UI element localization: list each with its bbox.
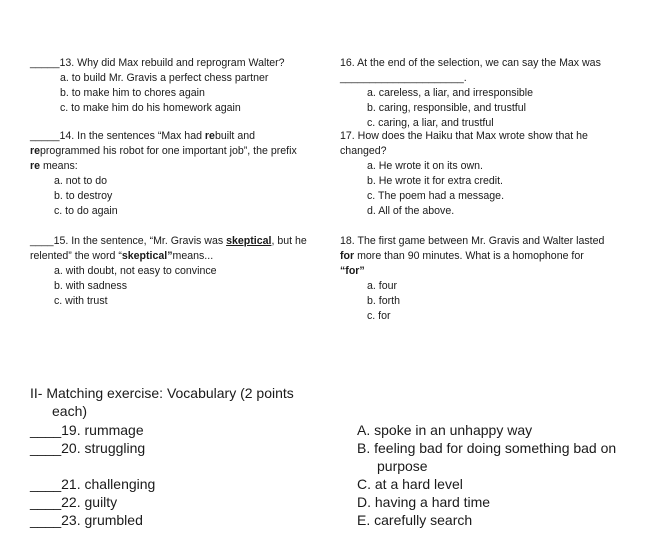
question-18-line-1: 18. The first game between Mr. Gravis and Walter lasted <box>340 235 605 247</box>
question-16-blank: _____________________. <box>340 72 467 84</box>
question-15-line-2 <box>30 249 307 264</box>
question-15-text-end: , but he <box>271 235 307 247</box>
question-14-text-end: built and <box>214 130 255 142</box>
question-15-option-b: b. with sadness <box>54 280 128 292</box>
question-16-option-b: b. caring, responsible, and trustful <box>367 102 526 114</box>
prefix-re: re <box>204 130 215 142</box>
question-15-option-c: c. with trust <box>54 295 108 307</box>
question-14-line-3 <box>30 159 297 174</box>
question-17-line-1: 17. How does the Haiku that Max wrote show that he <box>340 130 588 142</box>
spacer <box>30 457 155 475</box>
question-16 <box>340 56 601 131</box>
word-20: ____20. struggling <box>30 440 146 456</box>
prefix-re: re <box>30 160 41 172</box>
question-14-line-1 <box>30 129 297 144</box>
question-13-option-c: c. to make him do his homework again <box>60 102 241 114</box>
definition-a: A. spoke in an unhappy way <box>357 422 533 438</box>
question-14-option-c: c. to do again <box>54 205 118 217</box>
question-17-option-a: a. He wrote it on its own. <box>367 160 483 172</box>
keyword-for: for <box>340 250 355 262</box>
definition-e: E. carefully search <box>357 512 473 528</box>
word-21: ____21. challenging <box>30 476 156 492</box>
question-14-option-b: b. to destroy <box>54 190 113 202</box>
prefix-re: re <box>30 145 41 157</box>
question-17-option-c: c. The poem had a message. <box>367 190 505 202</box>
question-18-option-b: b. forth <box>367 295 400 307</box>
matching-words <box>30 421 155 529</box>
question-18-text: more than 90 minutes. What is a homophone for <box>354 250 584 262</box>
question-13-option-b: b. to make him to chores again <box>60 87 205 99</box>
question-15-text-end: means... <box>172 250 214 262</box>
matching-definitions <box>357 421 616 529</box>
question-17-option-d: d. All of the above. <box>367 205 455 217</box>
question-18 <box>340 234 604 324</box>
question-14-text: means: <box>40 160 78 172</box>
matching-heading-line-1: II- Matching exercise: Vocabulary (2 points <box>30 385 294 401</box>
definition-d: D. having a hard time <box>357 494 491 510</box>
question-15-option-a: a. with doubt, not easy to convince <box>54 265 217 277</box>
question-15 <box>30 234 307 309</box>
question-14-text: _____14. In the sentences “Max had <box>30 130 205 142</box>
word-23: ____23. grumbled <box>30 512 143 528</box>
question-16-stem: 16. At the end of the selection, we can say the Max was <box>340 57 601 69</box>
question-14-line-2 <box>30 144 297 159</box>
question-15-text: ____15. In the sentence, “Mr. Gravis was <box>30 235 227 247</box>
definition-b-continued: purpose <box>377 458 428 474</box>
definition-c: C. at a hard level <box>357 476 463 492</box>
question-13 <box>30 56 285 116</box>
question-18-option-c: c. for <box>367 310 391 322</box>
definition-b: B. feeling bad for doing something bad on <box>357 440 617 456</box>
question-17-line-2: changed? <box>340 145 387 157</box>
question-16-option-c: c. caring, a liar, and trustful <box>367 117 494 129</box>
question-16-option-a: a. careless, a liar, and irresponsible <box>367 87 534 99</box>
keyword-skeptical: skeptical <box>226 235 272 247</box>
word-19: ____19. rummage <box>30 422 144 438</box>
question-17 <box>340 129 588 219</box>
question-13-stem: _____13. Why did Max rebuild and reprogram Walter? <box>30 57 285 69</box>
question-18-line-2 <box>340 249 604 264</box>
matching-heading-line-2: each) <box>52 403 88 419</box>
question-15-line-1 <box>30 234 307 249</box>
question-14-text: programmed his robot for one important job”, the prefix <box>40 145 297 157</box>
keyword-skeptical: skeptical” <box>121 250 173 262</box>
question-14 <box>30 129 297 219</box>
question-18-option-a: a. four <box>367 280 398 292</box>
word-22: ____22. guilty <box>30 494 118 510</box>
question-18-line-3: “for” <box>340 265 365 277</box>
question-14-option-a: a. not to do <box>54 175 108 187</box>
question-15-text: relented” the word “ <box>30 250 122 262</box>
matching-heading <box>30 384 294 420</box>
question-13-option-a: a. to build Mr. Gravis a perfect chess partner <box>60 72 269 84</box>
question-17-option-b: b. He wrote it for extra credit. <box>367 175 504 187</box>
